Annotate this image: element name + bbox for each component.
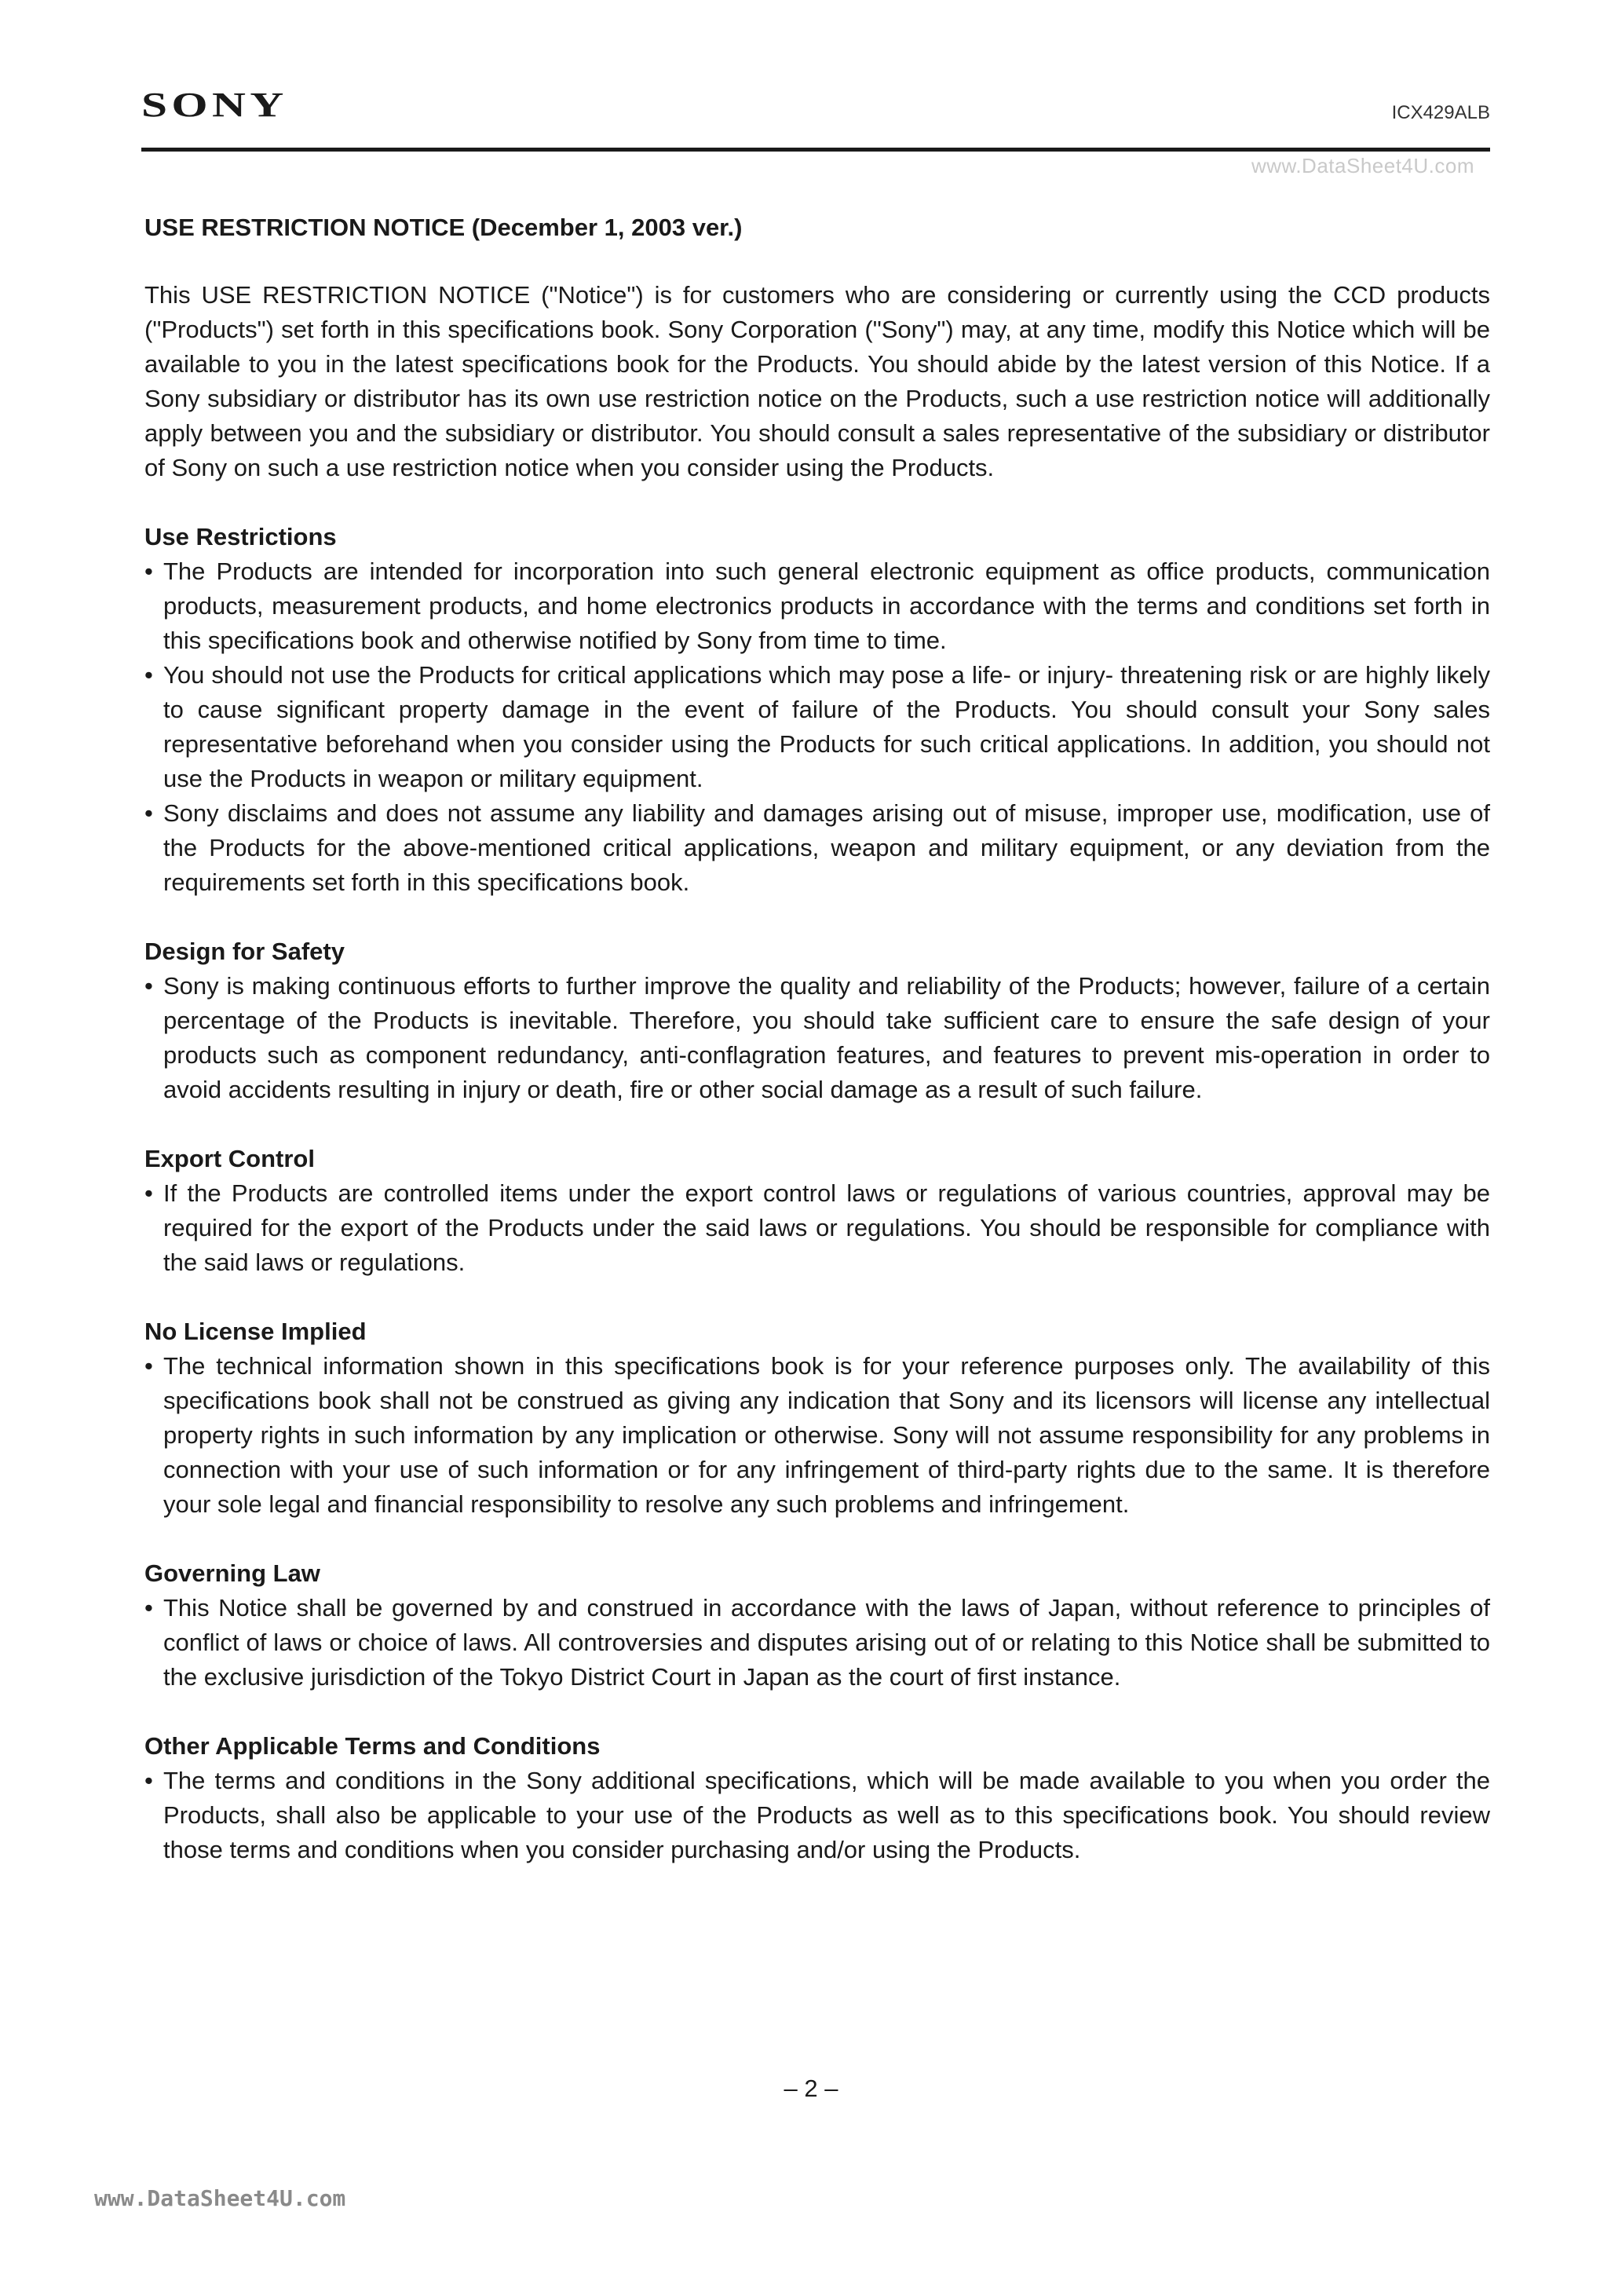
bullet-mark: • [144, 661, 153, 689]
bullet-item [144, 796, 1490, 900]
section-use-restrictions [144, 520, 1490, 900]
section-other-terms [144, 1729, 1490, 1867]
main-content [144, 210, 1490, 1902]
brand-logo: SONY [141, 86, 288, 124]
page-title: USE RESTRICTION NOTICE (December 1, 2003 ver.) [144, 214, 743, 241]
bullet-text: This Notice shall be governed by and construed in accordance with the laws of Japan, without reference to principles of conflict of laws or choice of laws. All controversies and disputes arising out of or relating to this Notice shall be submitted to the exclusive jurisdiction of the Tokyo District Court in Japan as the court of first instance. [163, 1594, 1490, 1691]
bullet-item [144, 1176, 1490, 1280]
bullet-text: The technical information shown in this specifications book is for your reference purposes only. The availability of this specifications book shall not be construed as giving any indication that Sony and its licensors will license any intellectual property rights in such information by any implication or otherwise. Sony will not assume responsibility for any problems in connection with your use of such information or for any infringement of third-party rights due to the same. It is therefore your sole legal and financial responsibility to resolve any such problems and infringement. [163, 1352, 1490, 1518]
watermark-bottom: www.DataSheet4U.com [94, 2185, 346, 2211]
bullet-text: If the Products are controlled items under the export control laws or regulations of various countries, approval may be required for the export of the Products under the said laws or regulations. You should be responsible for compliance with the said laws or regulations. [163, 1179, 1490, 1276]
section-export-control [144, 1142, 1490, 1280]
section-heading: Export Control [144, 1145, 315, 1172]
intro-paragraph: This USE RESTRICTION NOTICE ("Notice") is for customers who are considering or currently using the CCD products ("Products") set forth in this specifications book. Sony Corporation ("Sony") may, at any time, modify this Notice which will be available to you in the latest specifications book for the Products. You should abide by the latest version of this Notice. If a Sony subsidiary or distributor has its own use restriction notice on the Products, such a use restriction notice will additionally apply between you and the subsidiary or distributor. You should consult a sales representative of the subsidiary or distributor of Sony on such a use restriction notice when you consider using the Products. [144, 281, 1490, 481]
section-heading: No License Implied [144, 1318, 367, 1345]
bullet-text: Sony disclaims and does not assume any liability and damages arising out of misuse, improper use, modification, use of the Products for the above-mentioned critical applications, weapon and military equipment, or any deviation from the requirements set forth in this specifications book. [163, 799, 1490, 896]
bullet-text: Sony is making continuous efforts to further improve the quality and reliability of the Products; however, failure of a certain percentage of the Products is inevitable. Therefore, you should take sufficient care to ensure the safe design of your products such as component redundancy, anti-conflagration features, and features to prevent mis-operation in order to avoid accidents resulting in injury or death, fire or other social damage as a result of such failure. [163, 972, 1490, 1103]
page-number: – 2 – [784, 2075, 838, 2102]
header-rule [141, 148, 1490, 152]
section-heading: Other Applicable Terms and Conditions [144, 1732, 601, 1760]
bullet-text: The terms and conditions in the Sony additional specifications, which will be made available to you when you order the Products, shall also be applicable to your use of the Products as well as to this specifications book. You should review those terms and conditions when you consider purchasing and/or using the Products. [163, 1767, 1490, 1863]
bullet-mark: • [144, 1179, 153, 1207]
part-number: ICX429ALB [1391, 102, 1490, 123]
bullet-item [144, 1764, 1490, 1867]
bullet-item [144, 554, 1490, 658]
bullet-item [144, 1349, 1490, 1522]
bullet-mark: • [144, 1767, 153, 1794]
bullet-item [144, 969, 1490, 1107]
bullet-mark: • [144, 558, 153, 585]
bullet-item [144, 1591, 1490, 1695]
section-heading: Design for Safety [144, 938, 345, 965]
bullet-item [144, 658, 1490, 796]
section-design-for-safety [144, 934, 1490, 1107]
bullet-mark: • [144, 1594, 153, 1621]
bullet-mark: • [144, 799, 153, 827]
bullet-text: The Products are intended for incorporation into such general electronic equipment as office products, communication products, measurement products, and home electronics products in accordance with the terms and conditions set forth in this specifications book and otherwise notified by Sony from time to time. [163, 558, 1490, 654]
bullet-mark: • [144, 1352, 153, 1380]
bullet-mark: • [144, 972, 153, 1000]
bullet-text: You should not use the Products for critical applications which may pose a life- or injury- threatening risk or are highly likely to cause significant property damage in the event of failure of the Products. You should consult your Sony sales representative beforehand when you consider using the Products for such critical applications. In addition, you should not use the Products in weapon or military equipment. [163, 661, 1490, 792]
section-heading: Governing Law [144, 1559, 320, 1587]
section-no-license-implied [144, 1314, 1490, 1522]
section-heading: Use Restrictions [144, 523, 337, 550]
watermark-top: www.DataSheet4U.com [1251, 154, 1474, 177]
section-governing-law [144, 1556, 1490, 1695]
